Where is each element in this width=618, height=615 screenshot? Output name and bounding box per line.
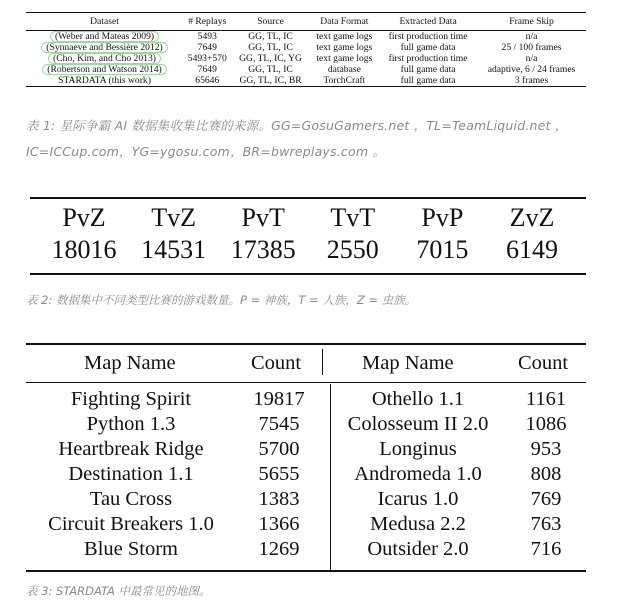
table-cell: 25 / 100 frames	[501, 42, 562, 53]
table-cell: STARDATA (this work)	[58, 75, 151, 86]
matchup-header-row	[30, 202, 586, 234]
map-name: Python 1.3	[86, 413, 176, 435]
map-name: Medusa 2.2	[370, 513, 466, 535]
map-count: 1086	[525, 413, 567, 435]
map-name: Fighting Spirit	[70, 388, 192, 410]
table3-caption: 表 3: STARDATA 中最常见的地图。	[26, 584, 211, 598]
dataset-citation-link[interactable]: (Weber and Mateas 2009)	[50, 31, 159, 42]
header-map-name-left: Map Name	[84, 352, 176, 374]
table1-caption	[26, 113, 606, 165]
table-cell: GG, TL, IC	[248, 42, 293, 53]
matchup-count: 6149	[505, 235, 558, 264]
map-count: 19817	[253, 388, 305, 410]
matchup-value-row	[30, 234, 586, 266]
map-count: 5700	[258, 438, 300, 460]
map-name: Destination 1.1	[68, 463, 194, 485]
map-name: Outsider 2.0	[367, 538, 469, 560]
map-count: 769	[530, 488, 562, 510]
table2-caption: 表 2: 数据集中不同类型比赛的游戏数量。P = 神族，T = 人族，Z = 虫族。	[26, 293, 417, 307]
matchup-table	[30, 197, 586, 275]
header-frame-skip: Frame Skip	[477, 13, 586, 31]
map-name: Longinus	[379, 438, 457, 460]
table-cell: n/a	[525, 31, 538, 42]
header-data-format: Data Format	[310, 13, 380, 31]
caption-line: 表 1: 星际争霸 AI 数据集收集比赛的来源。GG=GosuGamers.net ，TL=TeamLiquid.net ，	[26, 118, 568, 133]
table-row	[26, 42, 586, 53]
table-cell: GG, TL, IC, YG	[239, 53, 302, 64]
table-row	[26, 64, 586, 75]
map-count: 716	[530, 538, 562, 560]
matchup-header: PvT	[241, 203, 285, 232]
map-count: 7545	[258, 413, 300, 435]
table-cell: 5493	[197, 31, 217, 42]
map-name: Icarus 1.0	[377, 488, 459, 510]
matchup-header: PvP	[421, 203, 464, 232]
table-row	[26, 75, 586, 86]
dataset-citation-link[interactable]: (Cho, Kim, and Cho 2013)	[48, 53, 161, 64]
table-cell: first production time	[388, 53, 468, 64]
map-name: Heartbreak Ridge	[58, 438, 204, 460]
table-cell: GG, TL, IC	[248, 31, 293, 42]
left-map-names	[26, 387, 236, 562]
maps-table	[26, 343, 586, 572]
matchup-count: 18016	[51, 235, 117, 264]
table-cell: full game data	[400, 42, 456, 53]
right-map-counts	[506, 387, 586, 562]
map-count: 808	[530, 463, 562, 485]
header-extracted-data: Extracted Data	[379, 13, 477, 31]
map-count: 763	[530, 513, 562, 535]
map-count: 1366	[258, 513, 300, 535]
map-count: 1269	[258, 538, 300, 560]
matchup-header: TvT	[330, 203, 376, 232]
table-cell: GG, TL, IC	[248, 64, 293, 75]
table-row	[26, 31, 586, 43]
map-count: 5655	[258, 463, 300, 485]
table-cell: 3 frames	[514, 75, 549, 86]
matchup-count: 2550	[326, 235, 379, 264]
table-cell: 65646	[195, 75, 220, 86]
datasets-table	[26, 12, 586, 87]
matchup-count: 17385	[230, 235, 296, 264]
table-row	[26, 53, 586, 64]
table-cell: TorchCraft	[323, 75, 366, 86]
table-cell: n/a	[525, 53, 538, 64]
table-cell: 7649	[197, 64, 217, 75]
table-cell: full game data	[400, 64, 456, 75]
dataset-citation-link[interactable]: (Robertson and Watson 2014)	[42, 64, 166, 75]
map-name: Othello 1.1	[371, 388, 465, 410]
header-map-name-right: Map Name	[362, 352, 454, 374]
map-count: 1161	[525, 388, 567, 410]
table-cell: full game data	[400, 75, 456, 86]
table-cell: text game logs	[316, 53, 373, 64]
matchup-count: 14531	[141, 235, 207, 264]
table-cell: GG, TL, IC, BR	[239, 75, 302, 86]
table-cell: first production time	[388, 31, 468, 42]
header-source: Source	[231, 13, 309, 31]
table-cell: 5493+570	[187, 53, 227, 64]
table-cell: 7649	[197, 42, 217, 53]
column-divider	[322, 349, 323, 375]
map-count: 953	[530, 438, 562, 460]
right-map-names	[330, 387, 506, 562]
map-name: Blue Storm	[84, 538, 178, 560]
caption-line: IC=ICCup.com，YG=ygosu.com，BR=bwreplays.com 。	[26, 144, 386, 159]
header-rule	[26, 382, 586, 383]
map-name: Tau Cross	[89, 488, 173, 510]
dataset-citation-link[interactable]: (Synnaeve and Bessière 2012)	[41, 42, 167, 53]
matchup-header: TvZ	[151, 203, 196, 232]
table-cell: adaptive, 6 / 24 frames	[487, 64, 576, 75]
table-cell: text game logs	[316, 31, 373, 42]
table-header-row	[26, 13, 586, 31]
header-replays: # Replays	[183, 13, 231, 31]
header-dataset: Dataset	[26, 13, 183, 31]
map-name: Colosseum II 2.0	[347, 413, 489, 435]
matchup-header: PvZ	[62, 203, 106, 232]
map-name: Circuit Breakers 1.0	[48, 513, 214, 535]
left-map-counts	[236, 387, 322, 562]
matchup-count: 7015	[416, 235, 469, 264]
matchup-header: ZvZ	[509, 203, 555, 232]
table-cell: database	[327, 64, 361, 75]
table-cell: text game logs	[316, 42, 373, 53]
map-name: Andromeda 1.0	[354, 463, 482, 485]
header-count-left: Count	[251, 352, 302, 374]
map-count: 1383	[258, 488, 300, 510]
header-count-right: Count	[518, 352, 569, 374]
